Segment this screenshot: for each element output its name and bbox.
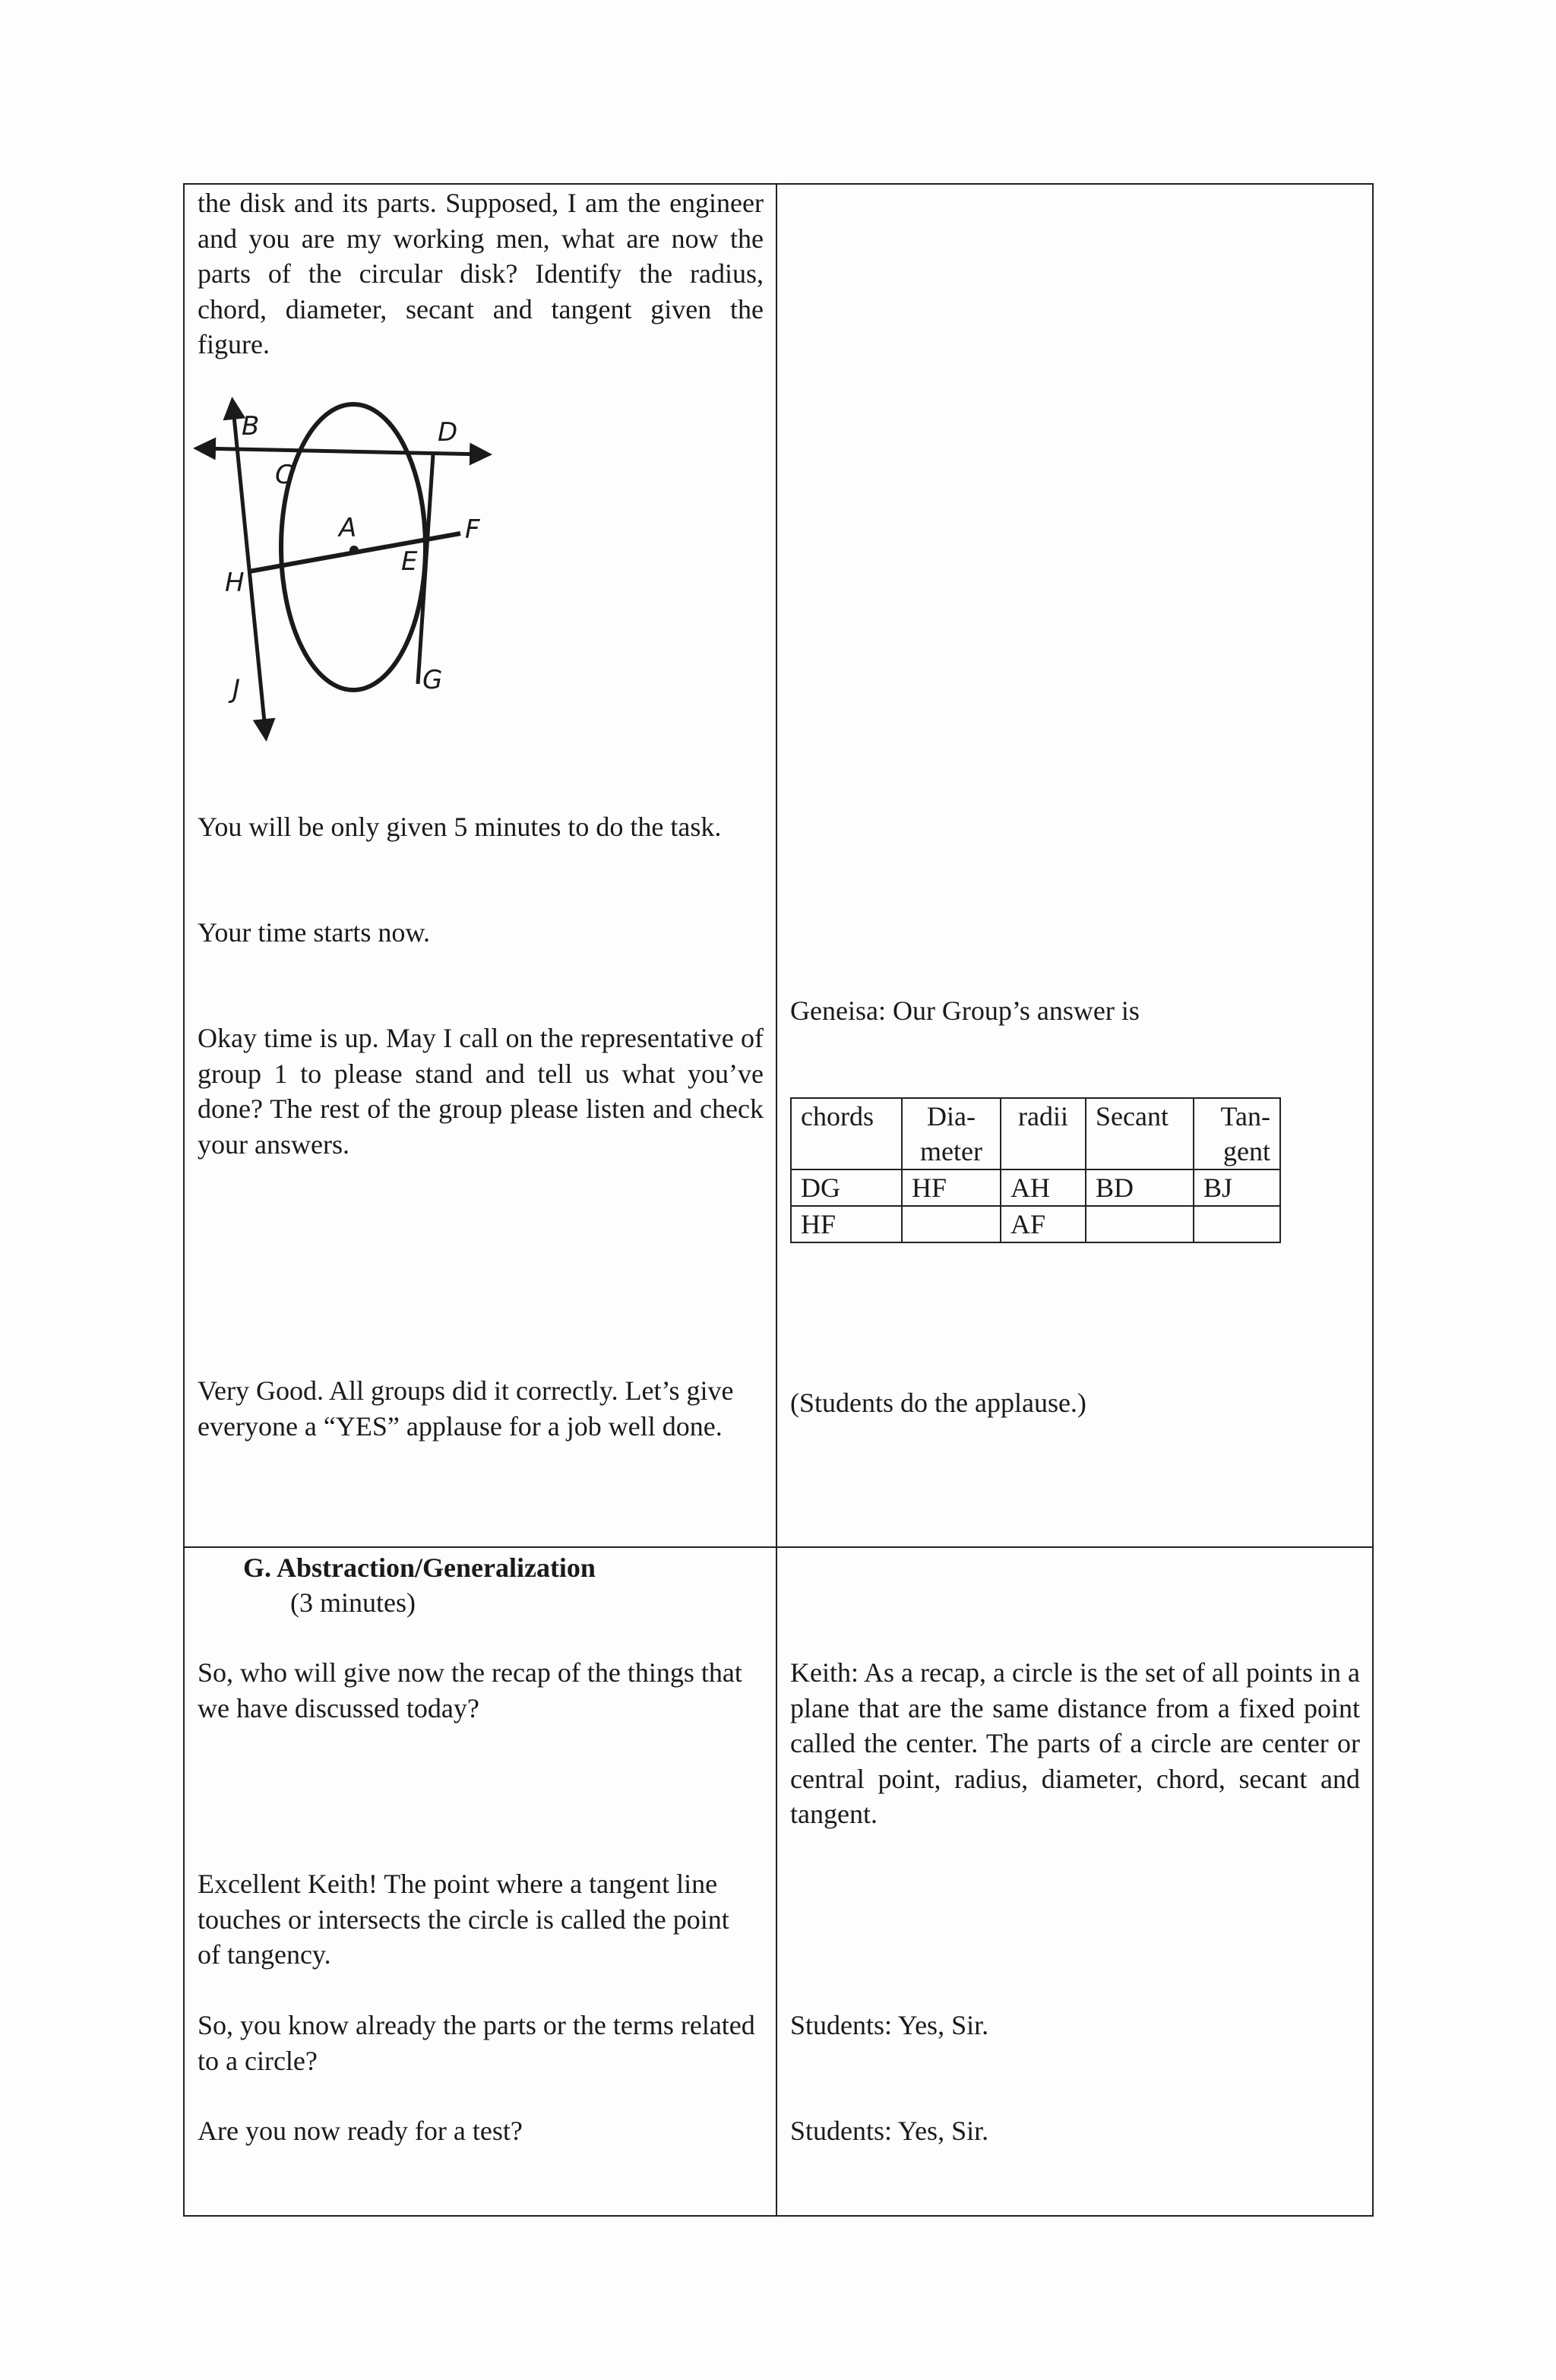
label-j: J — [232, 674, 241, 704]
students-answer-1: Students: Yes, Sir. — [790, 2010, 989, 2040]
table-cell: DG — [791, 1169, 902, 1206]
header-radii: radii — [1001, 1098, 1086, 1169]
label-f: F — [465, 514, 480, 545]
header-secant: Secant — [1086, 1098, 1194, 1169]
secant-line-bd — [198, 448, 488, 454]
table-cell: HF — [791, 1206, 902, 1242]
center-point-a — [349, 546, 359, 555]
keith-recap: Keith: As a recap, a circle is the set of all points in a plane that are the same distance from a fixed point called the center. The parts of a circle are center or central point, radius, diameter, chord, secant and tangent. — [790, 1657, 1360, 1829]
time-start-text: Your time starts now. — [198, 917, 431, 948]
ready-question: Are you now ready for a test? — [198, 2116, 523, 2146]
answer-table — [790, 1097, 1281, 1243]
geneisa-answer-text: Geneisa: Our Group’s answer is — [790, 995, 1140, 1026]
time-limit-text: You will be only given 5 minutes to do the task. — [198, 812, 722, 842]
recap-question: So, who will give now the recap of the things that we have discussed today? — [198, 1657, 742, 1723]
table-row — [791, 1169, 1280, 1206]
label-d: D — [438, 417, 458, 448]
excellent-text: Excellent Keith! The point where a tangent line touches or intersects the circle is called the point of tangency. — [198, 1869, 729, 1970]
header-chords: chords — [791, 1098, 902, 1169]
section-time: (3 minutes) — [290, 1587, 416, 1618]
applause-text: (Students do the applause.) — [790, 1388, 1086, 1418]
row-divider — [183, 1546, 1374, 1548]
table-cell: BD — [1086, 1169, 1194, 1206]
students-answer-2: Students: Yes, Sir. — [790, 2116, 989, 2146]
answer-table-header — [791, 1098, 1280, 1169]
table-cell: HF — [902, 1169, 1001, 1206]
table-cell — [1086, 1206, 1194, 1242]
label-h: H — [225, 568, 245, 598]
praise-text: Very Good. All groups did it correctly. Let’s give everyone a “YES” applause for a job well done. — [198, 1375, 734, 1442]
header-diameter: Dia- meter — [902, 1098, 1001, 1169]
label-g: G — [422, 665, 443, 695]
table-cell: BJ — [1194, 1169, 1280, 1206]
label-e: E — [401, 546, 418, 577]
know-question: So, you know already the parts or the terms related to a circle? — [198, 2010, 755, 2076]
table-cell: AH — [1001, 1169, 1086, 1206]
label-c: C — [275, 460, 293, 490]
header-tangent: Tan- gent — [1194, 1098, 1280, 1169]
column-divider — [776, 183, 777, 2217]
table-cell — [1194, 1206, 1280, 1242]
time-up-text: Okay time is up. May I call on the representative of group 1 to please stand and tell us what you’ve done? The rest of the group please listen and check your answers. — [198, 1023, 764, 1160]
section-heading: G. Abstraction/Generalization — [243, 1552, 596, 1583]
label-b: B — [242, 411, 260, 442]
table-cell — [902, 1206, 1001, 1242]
intro-paragraph: the disk and its parts. Supposed, I am the engineer and you are my working men, what are now the parts of the circular disk? Identify the radius, chord, diameter, secant and tangent given the figure. — [198, 188, 764, 359]
table-cell: AF — [1001, 1206, 1086, 1242]
table-row — [791, 1206, 1280, 1242]
label-a: A — [339, 513, 357, 543]
circle-figure — [190, 388, 517, 752]
